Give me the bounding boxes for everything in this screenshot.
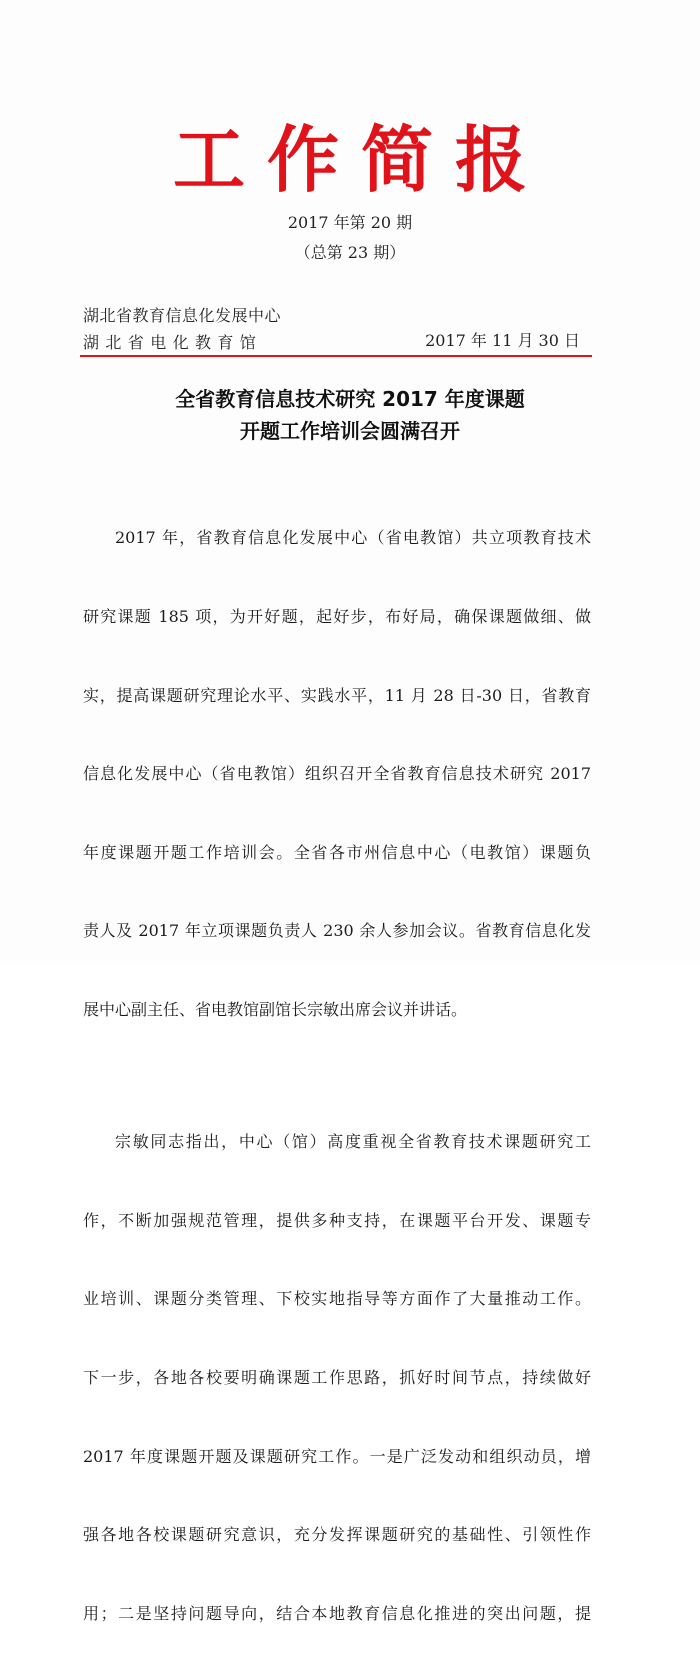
body-line: 作，不断加强规范管理，提供多种支持，在课题平台开发、课题专	[83, 1210, 591, 1230]
body-line: 年度课题开题工作培训会。全省各市州信息中心（电教馆）课题负	[83, 842, 591, 862]
body-line: 信息化发展中心（省电教馆）组织召开全省教育信息技术研究 2017	[83, 764, 591, 784]
body-line: 业培训、课题分类管理、下校实地指导等方面作了大量推动工作。	[83, 1289, 591, 1309]
body-line: 2017 年度课题开题及课题研究工作。一是广泛发动和组织动员，增	[83, 1446, 591, 1466]
publisher-org-line2: 湖北省电化教育馆	[83, 333, 263, 352]
article-title-line1: 全省教育信息技术研究 2017 年度课题	[175, 387, 525, 411]
body-line: 展中心副主任、省电教馆副馆长宗敏出席会议并讲话。	[83, 1000, 468, 1020]
publisher-org-line1: 湖北省教育信息化发展中心	[83, 306, 282, 325]
issue-number: 2017 年第 20 期	[287, 213, 413, 232]
body-line: 强各地各校课题研究意识，充分发挥课题研究的基础性、引领性作	[83, 1525, 591, 1545]
article-body	[83, 473, 591, 1679]
body-line: 责人及 2017 年立项课题负责人 230 余人参加会议。省教育信息化发	[83, 921, 591, 941]
body-line: 实，提高课题研究理论水平、实践水平，11 月 28 日-30 日，省教育	[83, 685, 591, 705]
body-line: 宗敏同志指出，中心（馆）高度重视全省教育技术课题研究工	[115, 1132, 591, 1152]
red-divider-rule	[80, 355, 592, 357]
body-line: 下一步，各地各校要明确课题工作思路，抓好时间节点，持续做好	[83, 1367, 591, 1387]
body-line: 2017 年，省教育信息化发展中心（省电教馆）共立项教育技术	[115, 528, 591, 548]
article-title-line2: 开题工作培训会圆满召开	[240, 419, 460, 443]
body-line: 研究课题 185 项，为开好题，起好步，布好局，确保课题做细、做	[83, 607, 591, 627]
publish-date: 2017 年 11 月 30 日	[425, 331, 580, 350]
masthead-title: 工作简报	[172, 117, 549, 202]
paragraph-1	[83, 473, 591, 1076]
paragraph-2	[83, 1077, 591, 1679]
issue-total: （总第 23 期）	[294, 243, 406, 262]
body-line: 用；二是坚持问题导向，结合本地教育信息化推进的突出问题，提	[83, 1603, 591, 1623]
